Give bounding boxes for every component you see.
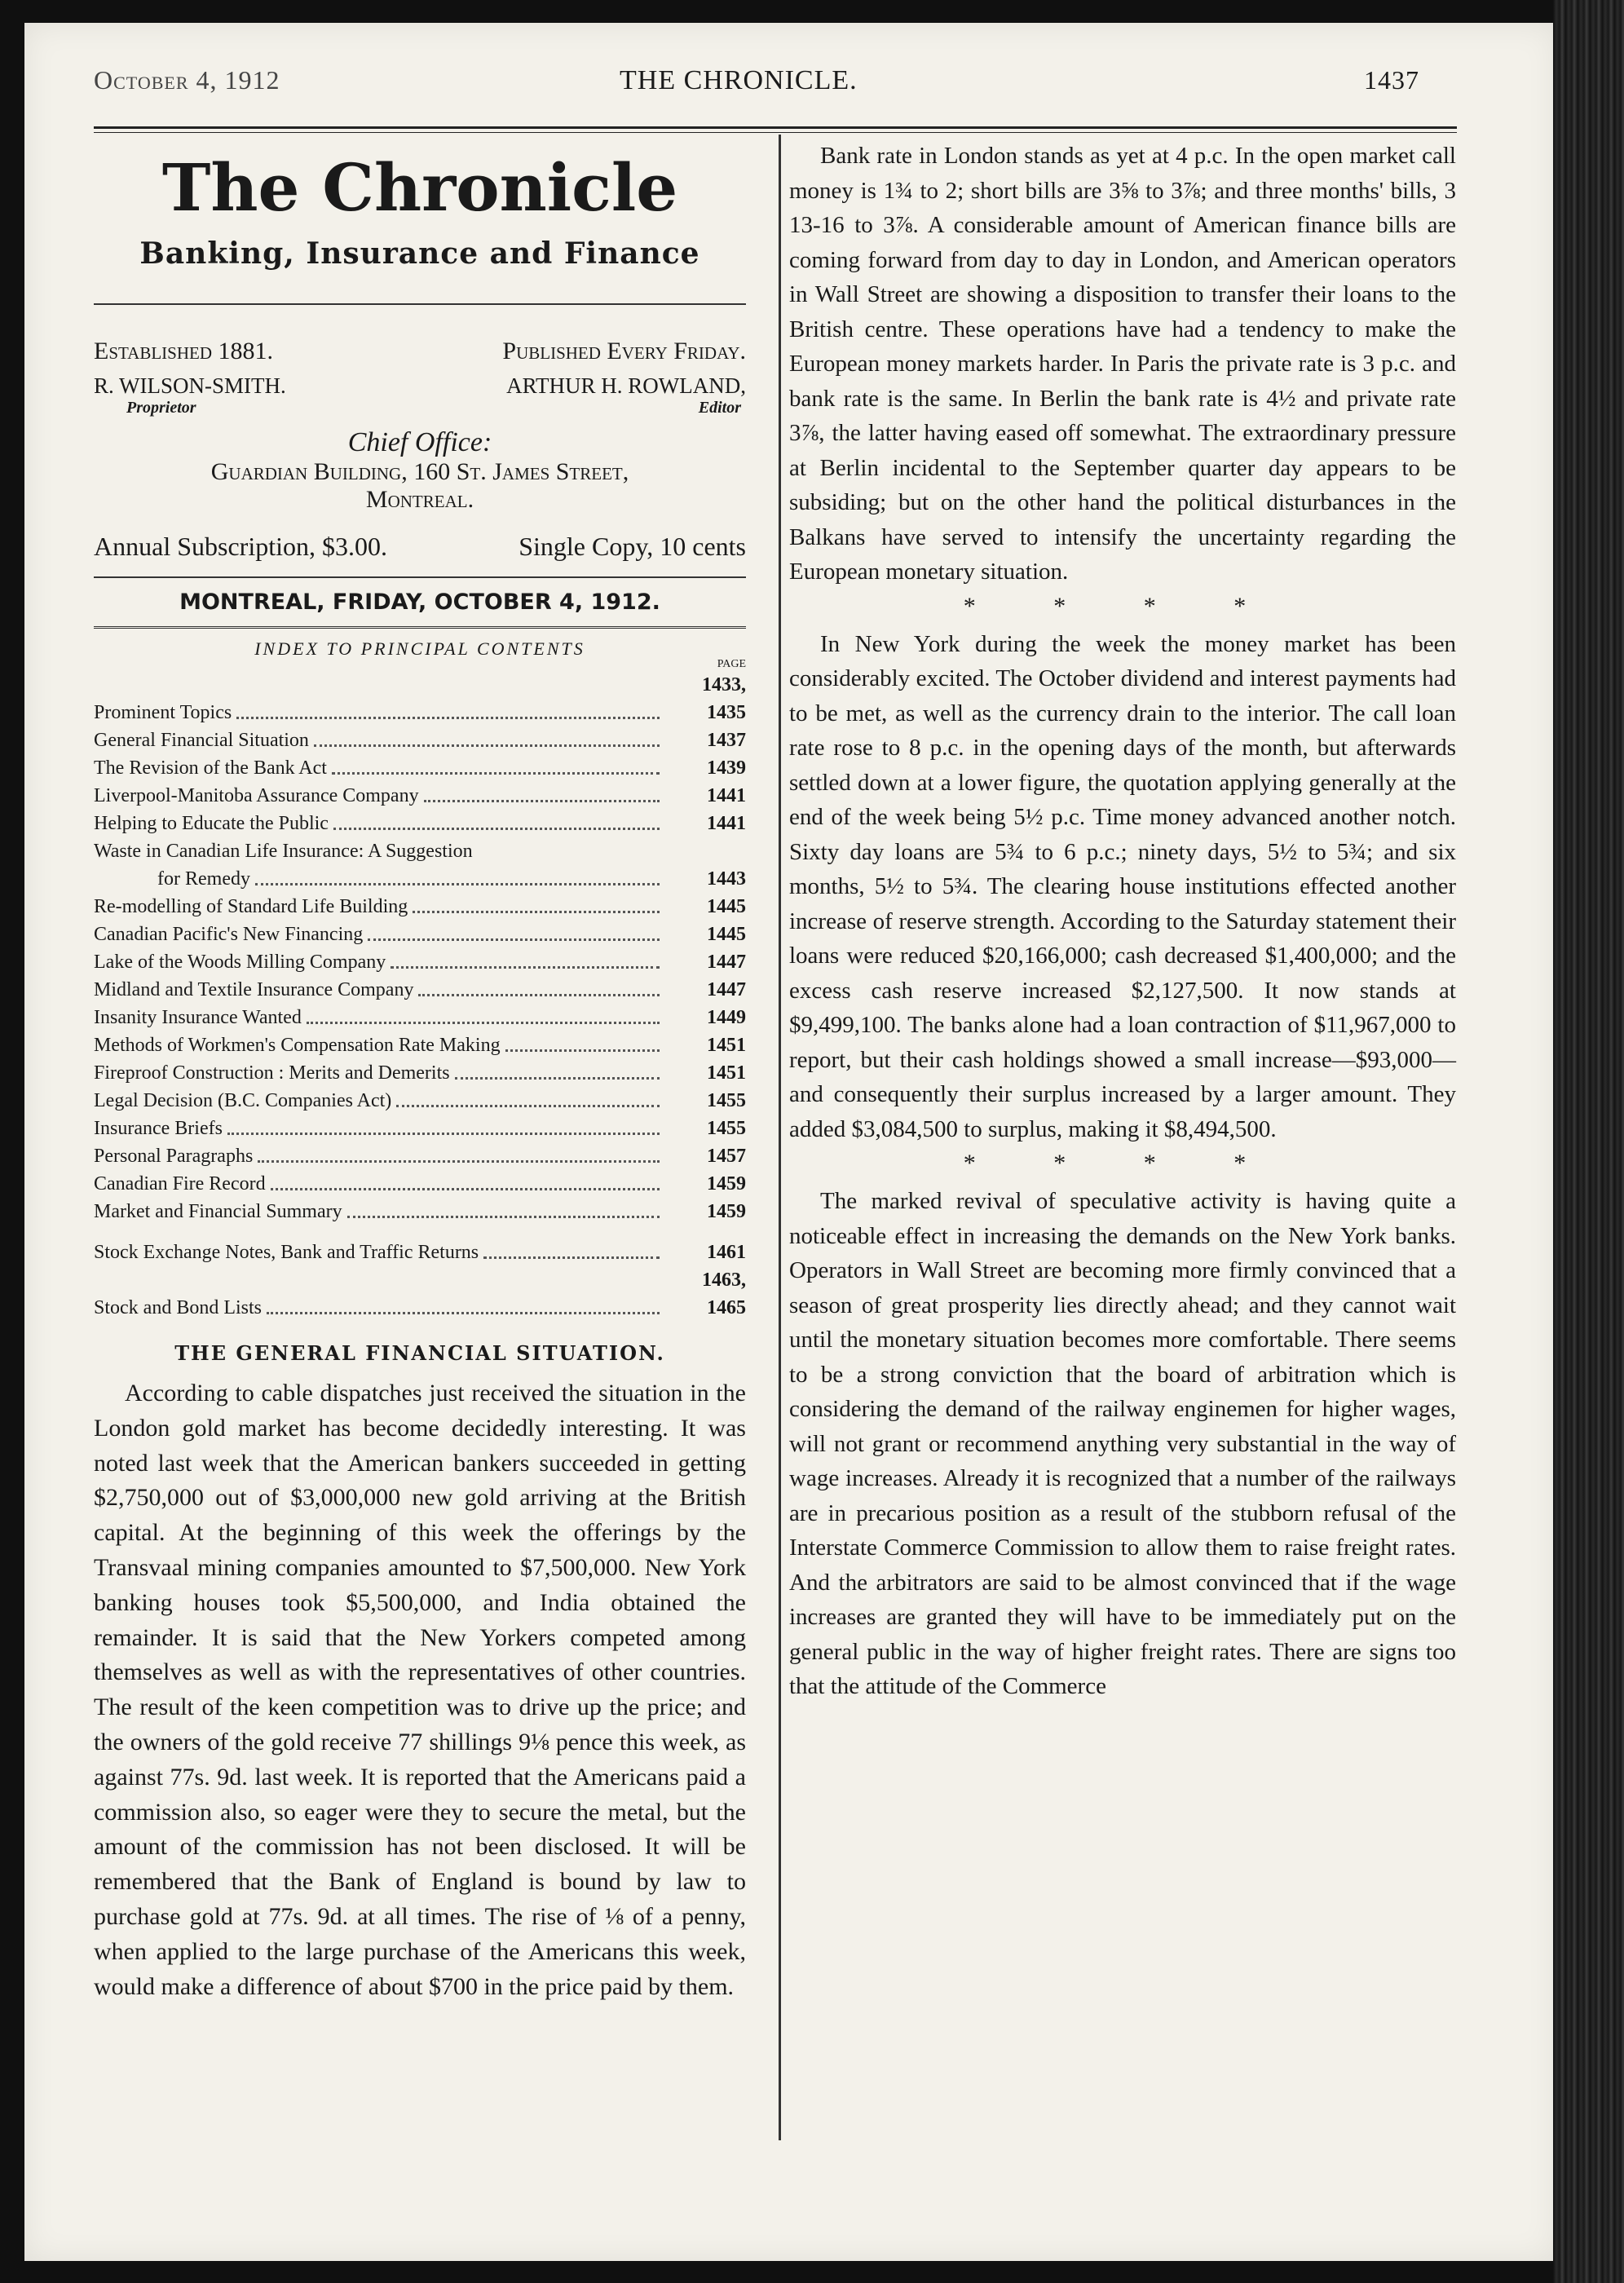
index-item-page: 1437 <box>707 730 746 751</box>
leader-dots <box>227 1133 660 1135</box>
index-item-page: 1441 <box>707 785 746 806</box>
index-item <box>94 921 746 948</box>
book-edge <box>1553 0 1624 2283</box>
index-item-title: Canadian Fire Record <box>94 1173 266 1194</box>
leader-dots <box>396 1105 660 1107</box>
index-item-title: Insurance Briefs <box>94 1118 223 1139</box>
index-item-title: Midland and Textile Insurance Company <box>94 979 414 1000</box>
proprietor-role: Proprietor <box>126 399 196 417</box>
index-item-page: 1461 <box>707 1242 746 1263</box>
index-item-page: 1455 <box>707 1090 746 1111</box>
index-item <box>94 893 746 921</box>
leader-dots <box>271 1188 660 1190</box>
index-item-title: Helping to Educate the Public <box>94 813 329 834</box>
index-item-page: 1455 <box>707 1118 746 1139</box>
section-separator: * * * * <box>963 592 1282 620</box>
leader-dots <box>314 744 660 747</box>
section-separator: * * * * <box>963 1150 1282 1177</box>
index-item-title: Stock and Bond Lists <box>94 1297 263 1318</box>
index-item <box>94 810 746 837</box>
index-item-page: 1447 <box>707 979 746 1000</box>
article-paragraph-3: In New York during the week the money market has been considerably excited. The October dividend and interest payments had to be met, as well as the currency drain to the interior. The call loan rate rose to 8 p.c. in the opening days of the month, but afterwards settled down at a lower figure, the quotation applying generally at the end of the week being 5½ p.c. Time money advanced another notch. Sixty day loans are 5¾ to 6 p.c.; ninety days, 5½ to 5¾; and six months, 5½ to 5¾. The clearing house institutions effected another increase of reserve strength. According to the Saturday statement their loans were reduced $20,166,000; cash decreased $1,400,000; and the excess cash reserve increased $2,127,500. It now stands at $9,499,100. The banks alone had a loan contraction of $11,967,000 to report, but their cash holdings showed a small increase—$93,000—and consequently their surplus increased by a larger amount. They added $3,084,500 to surplus, making it $8,494,500. <box>789 630 1456 1142</box>
leader-dots <box>505 1049 660 1052</box>
address-line-2: Montreal. <box>365 486 474 513</box>
leader-dots <box>413 911 660 913</box>
masthead-rule <box>94 303 746 305</box>
editor-role: Editor <box>698 399 741 417</box>
leader-dots <box>333 828 660 830</box>
leader-dots <box>307 1022 660 1024</box>
header-rule <box>94 126 1457 129</box>
running-head-title: THE CHRONICLE. <box>620 65 858 95</box>
annual-subscription: Annual Subscription, $3.00. <box>94 532 387 561</box>
right-column <box>789 139 1456 1704</box>
index-list <box>94 671 746 1322</box>
chief-office-label: Chief Office: <box>347 427 492 457</box>
index-item-page: 1433, 1435 <box>702 674 746 723</box>
index-item-page: 1463, 1465 <box>702 1270 746 1318</box>
index-item-title: Prominent Topics <box>94 702 232 723</box>
index-item <box>94 837 746 865</box>
index-item <box>94 754 746 782</box>
editor-name: ARTHUR H. ROWLAND, <box>506 373 746 398</box>
index-item-page: 1445 <box>707 896 746 917</box>
leader-dots <box>368 938 660 941</box>
index-item-page: 1443 <box>707 868 746 890</box>
index-item-title: Liverpool-Manitoba Assurance Company <box>94 785 419 806</box>
index-title: INDEX TO PRINCIPAL CONTENTS <box>254 638 585 659</box>
index-item-title: Insanity Insurance Wanted <box>94 1007 302 1028</box>
published-text: Published Every Friday. <box>502 338 746 364</box>
index-item <box>94 976 746 1004</box>
index-item <box>94 782 746 810</box>
index-item-title: Legal Decision (B.C. Companies Act) <box>94 1090 392 1111</box>
index-item-page: 1451 <box>707 1035 746 1056</box>
index-item <box>94 671 746 726</box>
index-item <box>94 726 746 754</box>
index-item <box>94 1115 746 1142</box>
index-item-title: Methods of Workmen's Compensation Rate Making <box>94 1035 501 1056</box>
index-item-title: General Financial Situation <box>94 730 309 751</box>
leader-dots <box>418 994 660 996</box>
index-item-title: Re-modelling of Standard Life Building <box>94 896 408 917</box>
index-item-title: Market and Financial Summary <box>94 1201 342 1222</box>
established-text: Established 1881. <box>94 338 273 364</box>
index-item-title: for Remedy <box>157 868 250 890</box>
leader-dots <box>255 883 660 885</box>
single-copy-price: Single Copy, 10 cents <box>519 532 746 561</box>
leader-dots <box>258 1160 660 1163</box>
index-item-title: Personal Paragraphs <box>94 1146 254 1167</box>
index-item-page: 1445 <box>707 924 746 945</box>
index-item <box>94 1059 746 1087</box>
index-item-page: 1451 <box>707 1062 746 1084</box>
leader-dots <box>391 966 660 969</box>
leader-dots <box>483 1256 660 1259</box>
header-rule-thin <box>94 132 1457 133</box>
index-item <box>94 1170 746 1198</box>
staff-names <box>94 373 746 399</box>
index-item <box>94 1031 746 1059</box>
index-item-page: 1441 <box>707 813 746 834</box>
running-head-date: October 4, 1912 <box>94 65 280 95</box>
leader-dots <box>455 1077 660 1080</box>
proprietor-name: R. WILSON-SMITH. <box>94 373 286 398</box>
article-paragraph-1: According to cable dispatches just received the situation in the London gold market has become decidedly interesting. It was noted last week that the American bankers succeeded in getting $2,750,000 out of $3,000,000 new gold arriving at the British capital. At the beginning of this week the offerings by the Transvaal mining companies amounted to $7,500,000. New York banking houses took $5,500,000, and India obtained the remainder. It is said that the New Yorkers competed among themselves as well as with the representatives of other countries. The result of the keen competition was to drive up the price; and the owners of the gold receive 77 shillings 9⅛ pence this week, as against 77s. 9d. last week. It is reported that the Americans paid a commission also, so eager were they to secure the metal, but the amount of the commission has not been disclosed. It will be remembered that the Bank of England is bound by law to purchase gold at 77s. 9d. at all times. The rise of ⅛ of a penny, when applied to the large purchase of the Americans this week, would make a difference of about $700 in the price paid by them. <box>94 1380 746 2000</box>
index-item-page: 1447 <box>707 952 746 973</box>
index-item <box>94 948 746 976</box>
leader-dots <box>236 717 660 719</box>
page-number: 1437 <box>1364 65 1419 95</box>
issue-dateline: MONTREAL, FRIDAY, OCTOBER 4, 1912. <box>94 576 746 629</box>
index-item-title: Stock Exchange Notes, Bank and Traffic Returns <box>94 1242 479 1263</box>
index-item <box>94 1266 746 1322</box>
index-item-page: 1457 <box>707 1146 746 1167</box>
index-item-title: Lake of the Woods Milling Company <box>94 952 386 973</box>
article-paragraph-4: The marked revival of speculative activity is having quite a noticeable effect in increasing the demands on the New York banks. Operators in Wall Street are becoming more firmly convinced that a season of great prosperity lies directly ahead; and they cannot wait until the monetary situation becomes more comfortable. There seems to be a strong conviction that the board of arbitration which is considering the demand of the railway enginemen for higher wages, will not grant or recommend anything very substantial in the way of wage increases. Already it is recognized that a number of the railways are in precarious position as a result of the stubborn refusal of the Interstate Commerce Commission to allow them to raise freight rates. And the arbitrators are said to be almost convinced that if the wage increases are granted they will have to be immediately put on the general public in the way of higher freight rates. There are signs too that the attitude of the Commerce <box>789 1188 1456 1699</box>
left-column <box>94 143 746 2004</box>
leader-dots <box>267 1312 660 1314</box>
leader-dots <box>424 800 660 802</box>
article-paragraph-2: Bank rate in London stands as yet at 4 p.c. In the open market call money is 1¾ to 2; short bills are 3⅝ to 3⅞; and three months' bills, 3 13-16 to 3⅞. A considerable amount of American finance bills are coming forward from day to day in London, and American operators in Wall Street are showing a disposition to transfer their loans to the British centre. These operations have had a tendency to make the European money markets harder. In Paris the private rate is 3 p.c. and bank rate is the same. In Berlin the bank rate is 4½ and private rate 3⅞, the latter having eased off somewhat. The extraordinary pressure at Berlin incidental to the September quarter day appears to be subsiding; but on the other hand the political disturbances in the Balkans have served to intensify the uncertainty regarding the European monetary situation. <box>789 143 1456 585</box>
masthead-subtitle: Banking, Insurance and Finance <box>139 236 700 271</box>
subscription-info <box>94 532 746 562</box>
index-item <box>94 1004 746 1031</box>
index-item <box>94 1198 746 1225</box>
publication-info <box>94 338 746 365</box>
index-item-title: The Revision of the Bank Act <box>94 757 327 779</box>
index-item <box>94 1142 746 1170</box>
index-item-page: 1459 <box>707 1173 746 1194</box>
index-item-page: 1439 <box>707 757 746 779</box>
index-item-page: 1459 <box>707 1201 746 1222</box>
article-title: THE GENERAL FINANCIAL SITUATION. <box>174 1341 665 1365</box>
staff-roles <box>94 399 746 417</box>
index-item-title: Canadian Pacific's New Financing <box>94 924 364 945</box>
index-item-title: Fireproof Construction : Merits and Demerits <box>94 1062 450 1084</box>
index-item-page: 1449 <box>707 1007 746 1028</box>
leader-dots <box>332 772 660 775</box>
leader-dots <box>347 1216 660 1218</box>
column-divider <box>779 135 781 2140</box>
index-item-title: Waste in Canadian Life Insurance: A Suggestion <box>94 841 473 862</box>
address-line-1: Guardian Building, 160 St. James Street, <box>210 458 629 485</box>
index-item <box>94 1087 746 1115</box>
index-page-label: PAGE <box>717 658 746 670</box>
index-item <box>94 1239 746 1266</box>
masthead-title: The Chronicle <box>161 149 678 226</box>
index-item <box>94 865 746 893</box>
